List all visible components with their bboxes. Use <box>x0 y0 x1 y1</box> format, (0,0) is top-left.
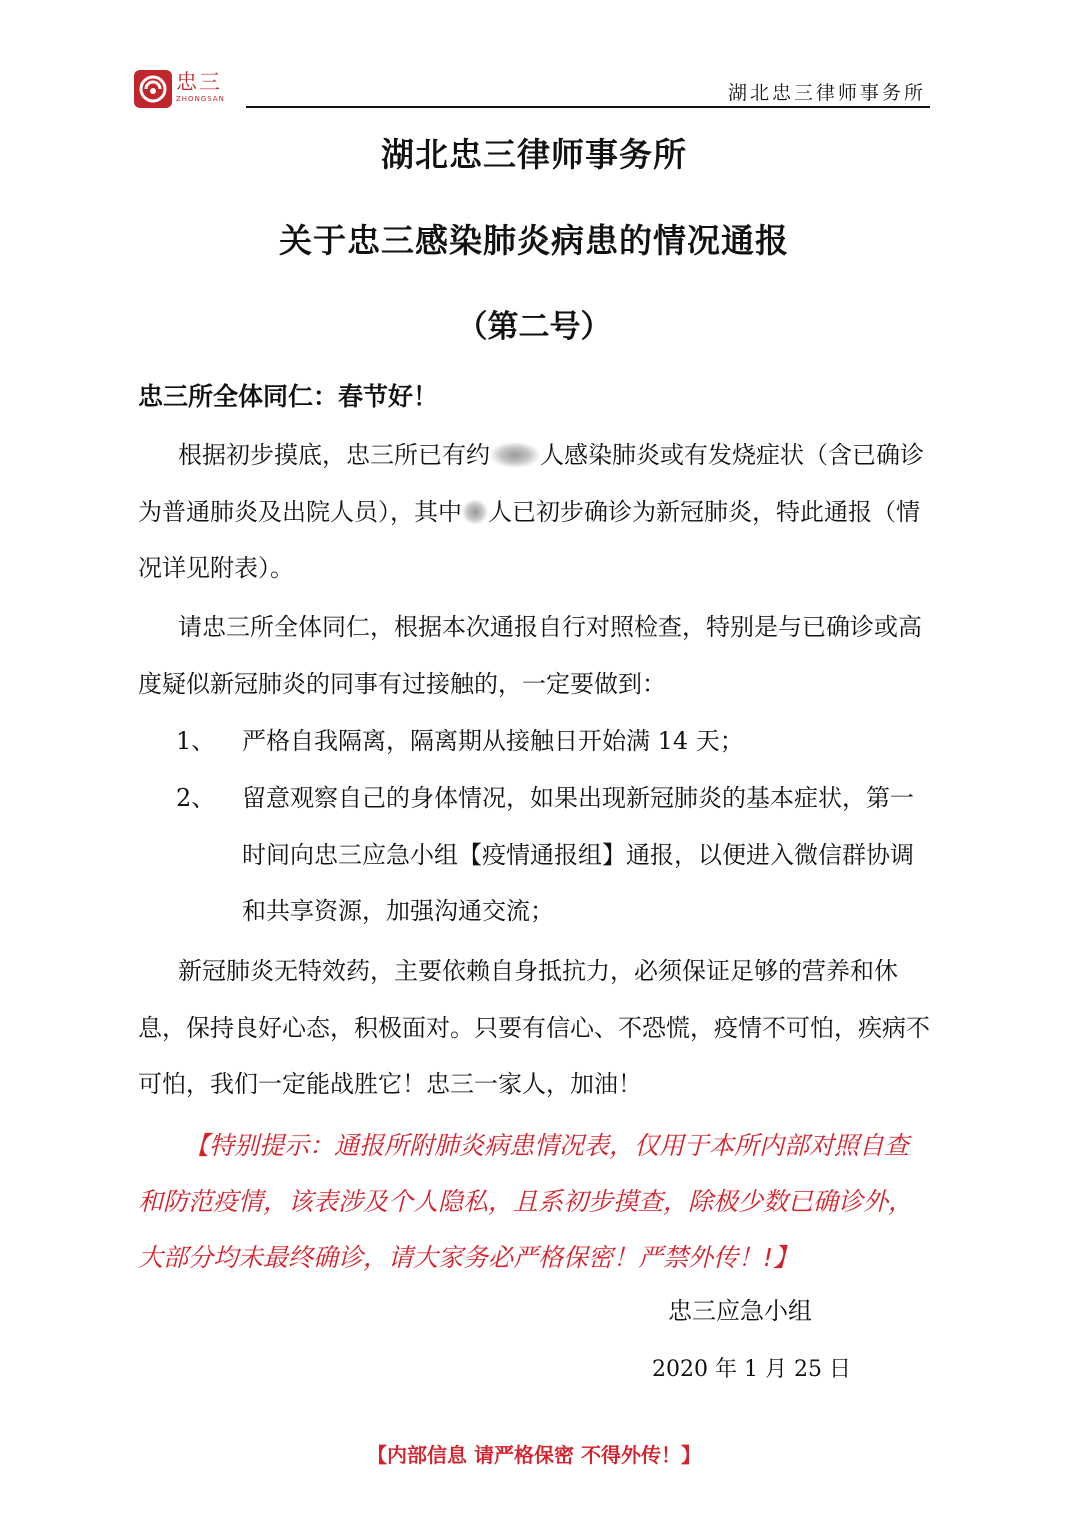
redacted-number <box>490 442 540 468</box>
page-header <box>0 0 1068 120</box>
paragraph-encouragement: 新冠肺炎无特效药，主要依赖自身抵抗力，必须保证足够的营养和休息，保持良好心态，积极面对。只要有信心、不恐慌，疫情不可怕，疾病不可怕，我们一定能战胜它！忠三一家人，加油！ <box>138 957 930 1098</box>
special-notice: 【特别提示：通报所附肺炎病患情况表，仅用于本所内部对照自查和防范疫情，该表涉及个人隐私，且系初步摸查，除极少数已确诊外，大部分均未最终确诊，请大家务必严格保密！严禁外传！!】 <box>138 1131 914 1272</box>
list-item-number: 2、 <box>176 784 216 812</box>
firm-logo <box>134 70 244 110</box>
paragraph-summary <box>138 427 930 597</box>
paragraph-summary-part-b: 人感染肺炎或有发烧症状（含已确诊为普通肺炎及出院人员），其中 <box>138 441 924 526</box>
salutation: 忠三所全体同仁：春节好！ <box>138 382 439 411</box>
list-item-text: 严格自我隔离，隔离期从接触日开始满 14 天； <box>242 727 744 755</box>
document-title-firm: 湖北忠三律师事务所 <box>381 135 687 174</box>
paragraph-summary-part-a: 根据初步摸底，忠三所已有约 <box>178 441 490 469</box>
list-item-number: 1、 <box>176 727 216 755</box>
list-item-text: 留意观察自己的身体情况，如果出现新冠肺炎的基本症状，第一时间向忠三应急小组【疫情通报组】通报，以便进入微信群协调和共享资源，加强沟通交流； <box>242 784 914 925</box>
header-firm-name: 湖北忠三律师事务所 <box>727 82 926 104</box>
logo-english-text: ZHONGSAN <box>176 95 225 103</box>
paragraph-summary-part-c: 人已初步确诊为新冠肺炎，特此通报（情况详见附表）。 <box>138 497 920 582</box>
logo-chinese-text: 忠三 <box>176 70 222 94</box>
signature: 忠三应急小组 <box>668 1297 812 1325</box>
paragraph-instructions: 请忠三所全体同仁，根据本次通报自行对照检查，特别是与已确诊或高度疑似新冠肺炎的同事有过接触的，一定要做到： <box>138 613 922 698</box>
header-divider <box>246 106 930 108</box>
redacted-number <box>462 499 488 525</box>
document-number: （第二号） <box>456 309 612 345</box>
zhongsan-logo-icon <box>134 70 172 108</box>
document-date: 2020 年 1 月 25 日 <box>652 1357 851 1382</box>
confidential-footer: 【内部信息 请严格保密 不得外传！】 <box>367 1443 701 1467</box>
document-title-subject: 关于忠三感染肺炎病患的情况通报 <box>279 221 789 260</box>
